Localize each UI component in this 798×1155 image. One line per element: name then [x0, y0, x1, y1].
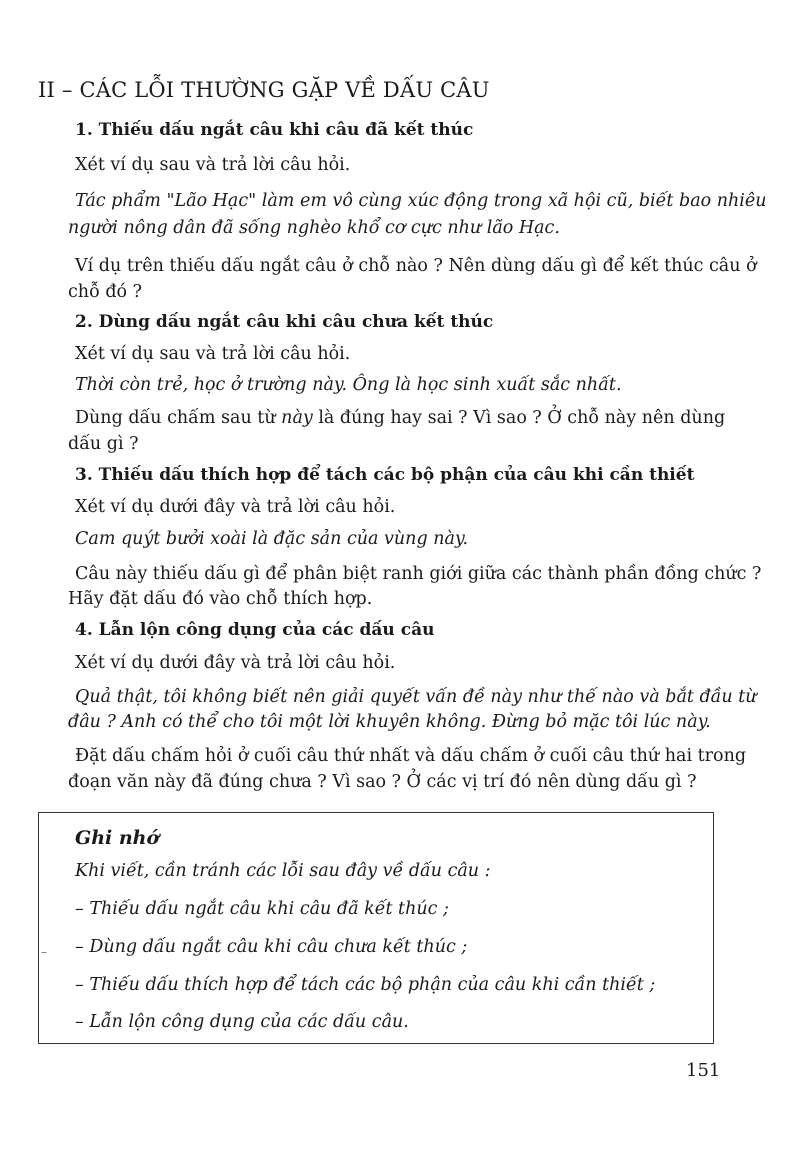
item-2-heading: 2. Dùng dấu ngắt câu khi câu chưa kết thúc: [75, 312, 494, 332]
item-1-question-line-2: chỗ đó ?: [68, 282, 143, 302]
item-4-question-line-2: đoạn văn này đã đúng chưa ? Vì sao ? Ở các vị trí đó nên dùng dấu gì ?: [68, 772, 697, 792]
ghi-nho-point-2: – Dùng dấu ngắt câu khi câu chưa kết thúc ;: [75, 937, 468, 957]
section-heading: II – CÁC LỖI THƯỜNG GẶP VỀ DẤU CÂU: [38, 78, 490, 102]
item-4-example-line-1: Quả thật, tôi không biết nên giải quyết vấn đề này như thế nào và bắt đầu từ: [75, 687, 757, 707]
item-4-instruction: Xét ví dụ dưới đây và trả lời câu hỏi.: [75, 653, 396, 673]
item-4-example-line-2: đâu ? Anh có thể cho tôi một lời khuyên không. Đừng bỏ mặc tôi lúc này.: [68, 712, 711, 732]
item-3-question-line-1: Câu này thiếu dấu gì để phân biệt ranh giới giữa các thành phần đồng chức ?: [75, 564, 762, 584]
item-1-instruction: Xét ví dụ sau và trả lời câu hỏi.: [75, 155, 351, 175]
item-2-question-text-end: là đúng hay sai ? Vì sao ? Ở chỗ này nên dùng: [312, 408, 726, 428]
item-3-example-line-1: Cam quýt bưởi xoài là đặc sản của vùng này.: [75, 529, 469, 549]
item-2-example-line-1: Thời còn trẻ, học ở trường này. Ông là học sinh xuất sắc nhất.: [75, 375, 622, 395]
item-1-question-line-1: Ví dụ trên thiếu dấu ngắt câu ở chỗ nào ? Nên dùng dấu gì để kết thúc câu ở: [75, 256, 757, 276]
item-1-heading: 1. Thiếu dấu ngắt câu khi câu đã kết thúc: [75, 120, 474, 140]
ghi-nho-intro: Khi viết, cần tránh các lỗi sau đây về dấu câu :: [75, 861, 491, 881]
item-2-question-line-1: [75, 405, 725, 432]
item-1-example-line-2: người nông dân đã sống nghèo khổ cơ cực như lão Hạc.: [68, 218, 560, 238]
margin-dash-mark: –: [41, 945, 47, 959]
item-2-question-text-start: Dùng dấu chấm sau từ: [75, 408, 282, 428]
item-2-question-line-2: dấu gì ?: [68, 434, 139, 454]
item-1-example-line-1: Tác phẩm "Lão Hạc" làm em vô cùng xúc động trong xã hội cũ, biết bao nhiêu: [75, 191, 767, 211]
ghi-nho-point-4: – Lẫn lộn công dụng của các dấu câu.: [75, 1012, 409, 1032]
item-3-instruction: Xét ví dụ dưới đây và trả lời câu hỏi.: [75, 497, 396, 517]
item-3-question-line-2: Hãy đặt dấu đó vào chỗ thích hợp.: [68, 589, 373, 609]
item-2-question-keyword: này: [281, 408, 313, 428]
page-number: 151: [686, 1060, 721, 1081]
item-2-instruction: Xét ví dụ sau và trả lời câu hỏi.: [75, 344, 351, 364]
item-4-heading: 4. Lẫn lộn công dụng của các dấu câu: [75, 620, 435, 640]
ghi-nho-point-3: – Thiếu dấu thích hợp để tách các bộ phận của câu khi cần thiết ;: [75, 975, 656, 995]
ghi-nho-point-1: – Thiếu dấu ngắt câu khi câu đã kết thúc ;: [75, 899, 449, 919]
item-4-question-line-1: Đặt dấu chấm hỏi ở cuối câu thứ nhất và dấu chấm ở cuối câu thứ hai trong: [75, 746, 747, 766]
ghi-nho-box: [38, 812, 714, 1044]
item-3-heading: 3. Thiếu dấu thích hợp để tách các bộ phận của câu khi cần thiết: [75, 465, 695, 485]
ghi-nho-title: Ghi nhớ: [75, 827, 160, 849]
